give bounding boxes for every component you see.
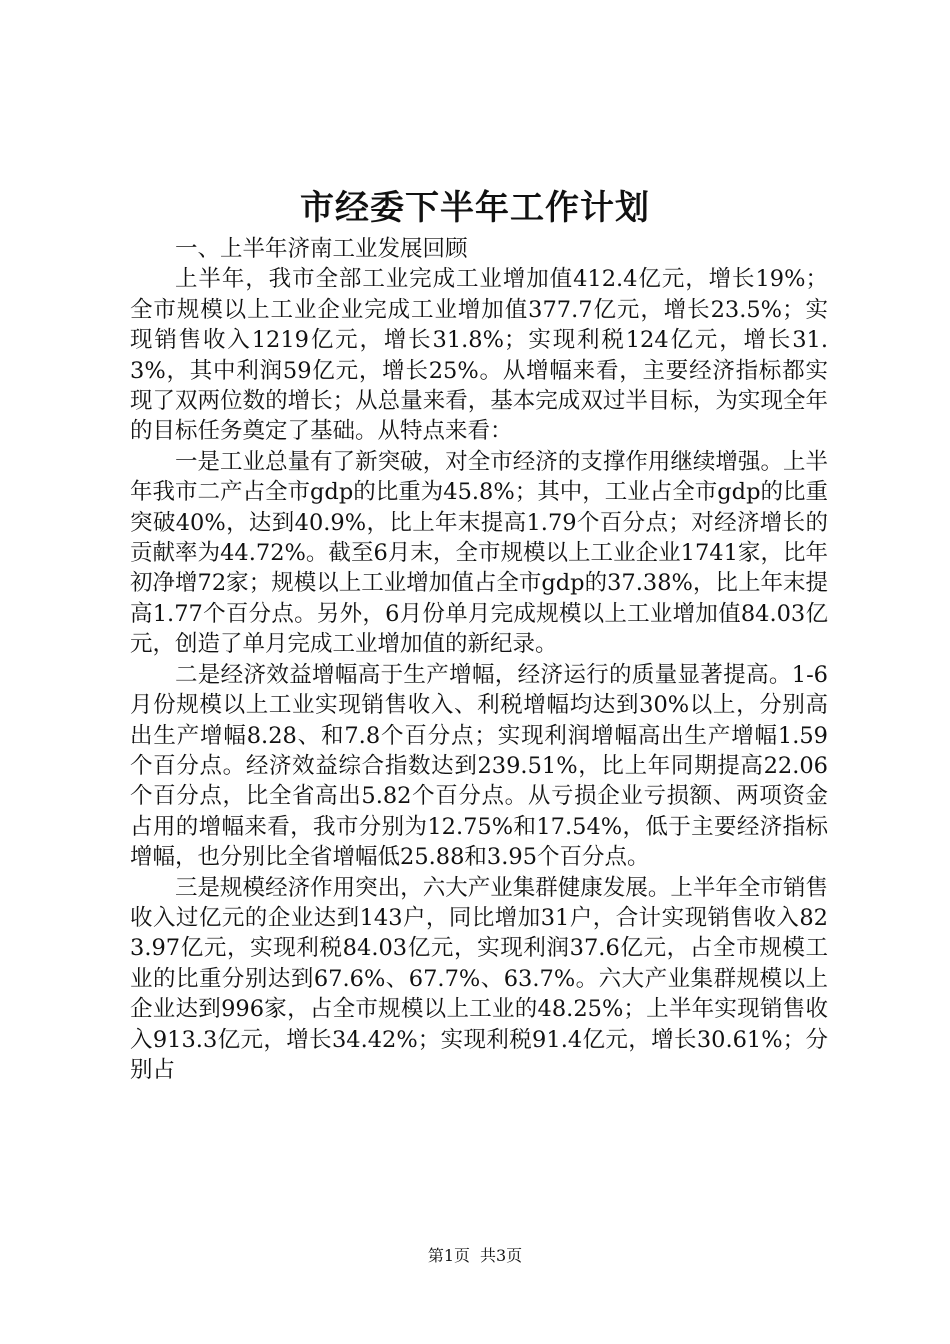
document-body: [130, 234, 828, 1085]
section-heading: 一、上半年济南工业发展回顾: [175, 236, 468, 262]
paragraph-overview: 上半年，我市全部工业完成工业增加值412.4亿元，增长19%；全市规模以上工业企业完成工业增加值377.7亿元，增长23.5%；实现销售收入1219亿元，增长31.8%；实现利税124亿元，增长31.3%，其中利润59亿元，增长25%。从增幅来看，主要经济指标都实现了双两位数的增长；从总量来看，基本完成双过半目标，为实现全年的目标任务奠定了基础。从特点来看：: [130, 266, 828, 445]
paragraph-point-three: 三是规模经济作用突出，六大产业集群健康发展。上半年全市销售收入过亿元的企业达到143户，同比增加31户，合计实现销售收入823.97亿元，实现利税84.03亿元，实现利润37.6亿元，占全市规模工业的比重分别达到67.6%、67.7%、63.7%。六大产业集群规模以上企业达到996家，占全市规模以上工业的48.25%；上半年实现销售收入913.3亿元，增长34.42%；实现利税91.4亿元，增长30.61%；分别占: [130, 874, 828, 1083]
document-title: 市经委下半年工作计划: [300, 188, 650, 228]
paragraph-point-one: 一是工业总量有了新突破，对全市经济的支撑作用继续增强。上半年我市二产占全市gdp的比重为45.8%；其中，工业占全市gdp的比重突破40%，达到40.9%，比上年末提高1.79个百分点；对经济增长的贡献率为44.72%。截至6月末，全市规模以上工业企业1741家，比年初净增72家；规模以上工业增加值占全市gdp的37.38%，比上年末提高1.77个百分点。另外，6月份单月完成规模以上工业增加值84.03亿元，创造了单月完成工业增加值的新纪录。: [130, 448, 828, 658]
page-footer: [0, 1245, 950, 1267]
page-number: 第1页: [427, 1246, 470, 1265]
paragraph-point-two: 二是经济效益增幅高于生产增幅，经济运行的质量显著提高。1-6月份规模以上工业实现销售收入、利税增幅均达到30%以上，分别高出生产增幅8.28、和7.8个百分点；实现利润增幅高出生产增幅1.59个百分点。经济效益综合指数达到239.51%，比上年同期提高22.06个百分点，比全省高出5.82个百分点。从亏损企业亏损额、两项资金占用的增幅来看，我市分别为12.75%和17.54%，低于主要经济指标增幅，也分别比全省增幅低25.88和3.95个百分点。: [130, 661, 828, 871]
page-total: 共3页: [480, 1246, 523, 1265]
